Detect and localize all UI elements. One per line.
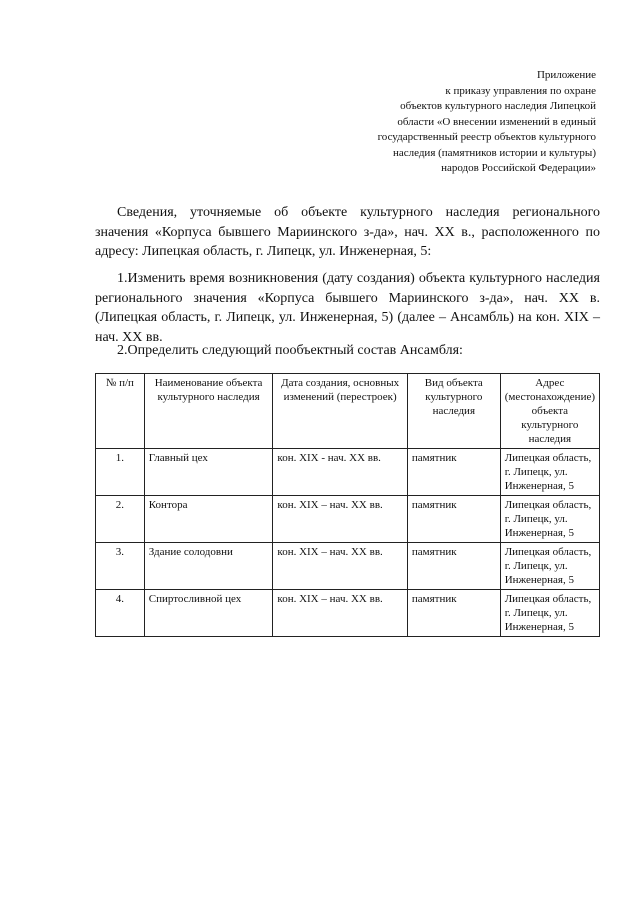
intro-paragraph: Сведения, уточняемые об объекте культурного наследия регионального значения «Корпуса бывшего Мариинского з-да», нач. XX в., расположенного по адресу: Липецкая область, г. Липецк, ул. Инженерная, 5:: [95, 205, 600, 259]
table-row: [96, 590, 600, 637]
appendix-line: наследия (памятников истории и культуры): [392, 146, 596, 159]
cell-type: памятник: [407, 543, 500, 590]
header-date: Дата создания, основных изменений (перестроек): [273, 374, 407, 449]
table-header-row: [96, 374, 600, 449]
cell-type: памятник: [407, 590, 500, 637]
cell-date: кон. XIX – нач. XX вв.: [273, 590, 407, 637]
item-change-date: 1.Изменить время возникновения (дату создания) объекта культурного наследия регионального значения «Корпуса бывшего Мариинского з-да», нач. XX в. (Липецкая область, г. Липецк, ул. Инженерная, 5) (далее – Ансамбль) на кон. XIX – нач. XX вв.: [95, 271, 600, 345]
cell-number: 3.: [96, 543, 145, 590]
cell-number: 2.: [96, 496, 145, 543]
cell-name: Главный цех: [144, 449, 273, 496]
appendix-line: государственный реестр объектов культурного: [377, 131, 596, 143]
cell-name: Спиртосливной цех: [144, 590, 273, 637]
cell-date: кон. XIX – нач. XX вв.: [273, 496, 407, 543]
header-address: Адрес (местонахождение) объекта культурного наследия: [500, 374, 599, 449]
cell-type: памятник: [407, 496, 500, 543]
cell-name: Контора: [144, 496, 273, 543]
cell-date: кон. XIX – нач. XX вв.: [273, 543, 407, 590]
cell-address: Липецкая область, г. Липецк, ул. Инженерная, 5: [500, 496, 599, 543]
appendix-line: объектов культурного наследия Липецкой: [400, 100, 596, 112]
cell-address: Липецкая область, г. Липецк, ул. Инженерная, 5: [500, 590, 599, 637]
appendix-line: народов Российской Федерации»: [441, 162, 596, 174]
cell-number: 4.: [96, 590, 145, 637]
appendix-line: Приложение: [536, 69, 596, 81]
item-ensemble-composition: 2.Определить следующий пообъектный состав Ансамбля:: [117, 343, 463, 358]
table-row: [96, 449, 600, 496]
appendix-line: области «О внесении изменений в единый: [397, 115, 596, 128]
header-number: № п/п: [96, 374, 145, 449]
cell-number: 1.: [96, 449, 145, 496]
table-row: [96, 496, 600, 543]
cell-type: памятник: [407, 449, 500, 496]
cell-date: кон. XIX - нач. XX вв.: [273, 449, 407, 496]
appendix-line: к приказу управления по охране: [445, 84, 596, 97]
header-type: Вид объекта культурного наследия: [407, 374, 500, 449]
table-row: [96, 543, 600, 590]
appendix-header: [378, 68, 596, 177]
cell-address: Липецкая область, г. Липецк, ул. Инженерная, 5: [500, 449, 599, 496]
cell-name: Здание солодовни: [144, 543, 273, 590]
cell-address: Липецкая область, г. Липецк, ул. Инженерная, 5: [500, 543, 599, 590]
objects-table: [95, 373, 600, 637]
header-name: Наименование объекта культурного наследия: [144, 374, 273, 449]
